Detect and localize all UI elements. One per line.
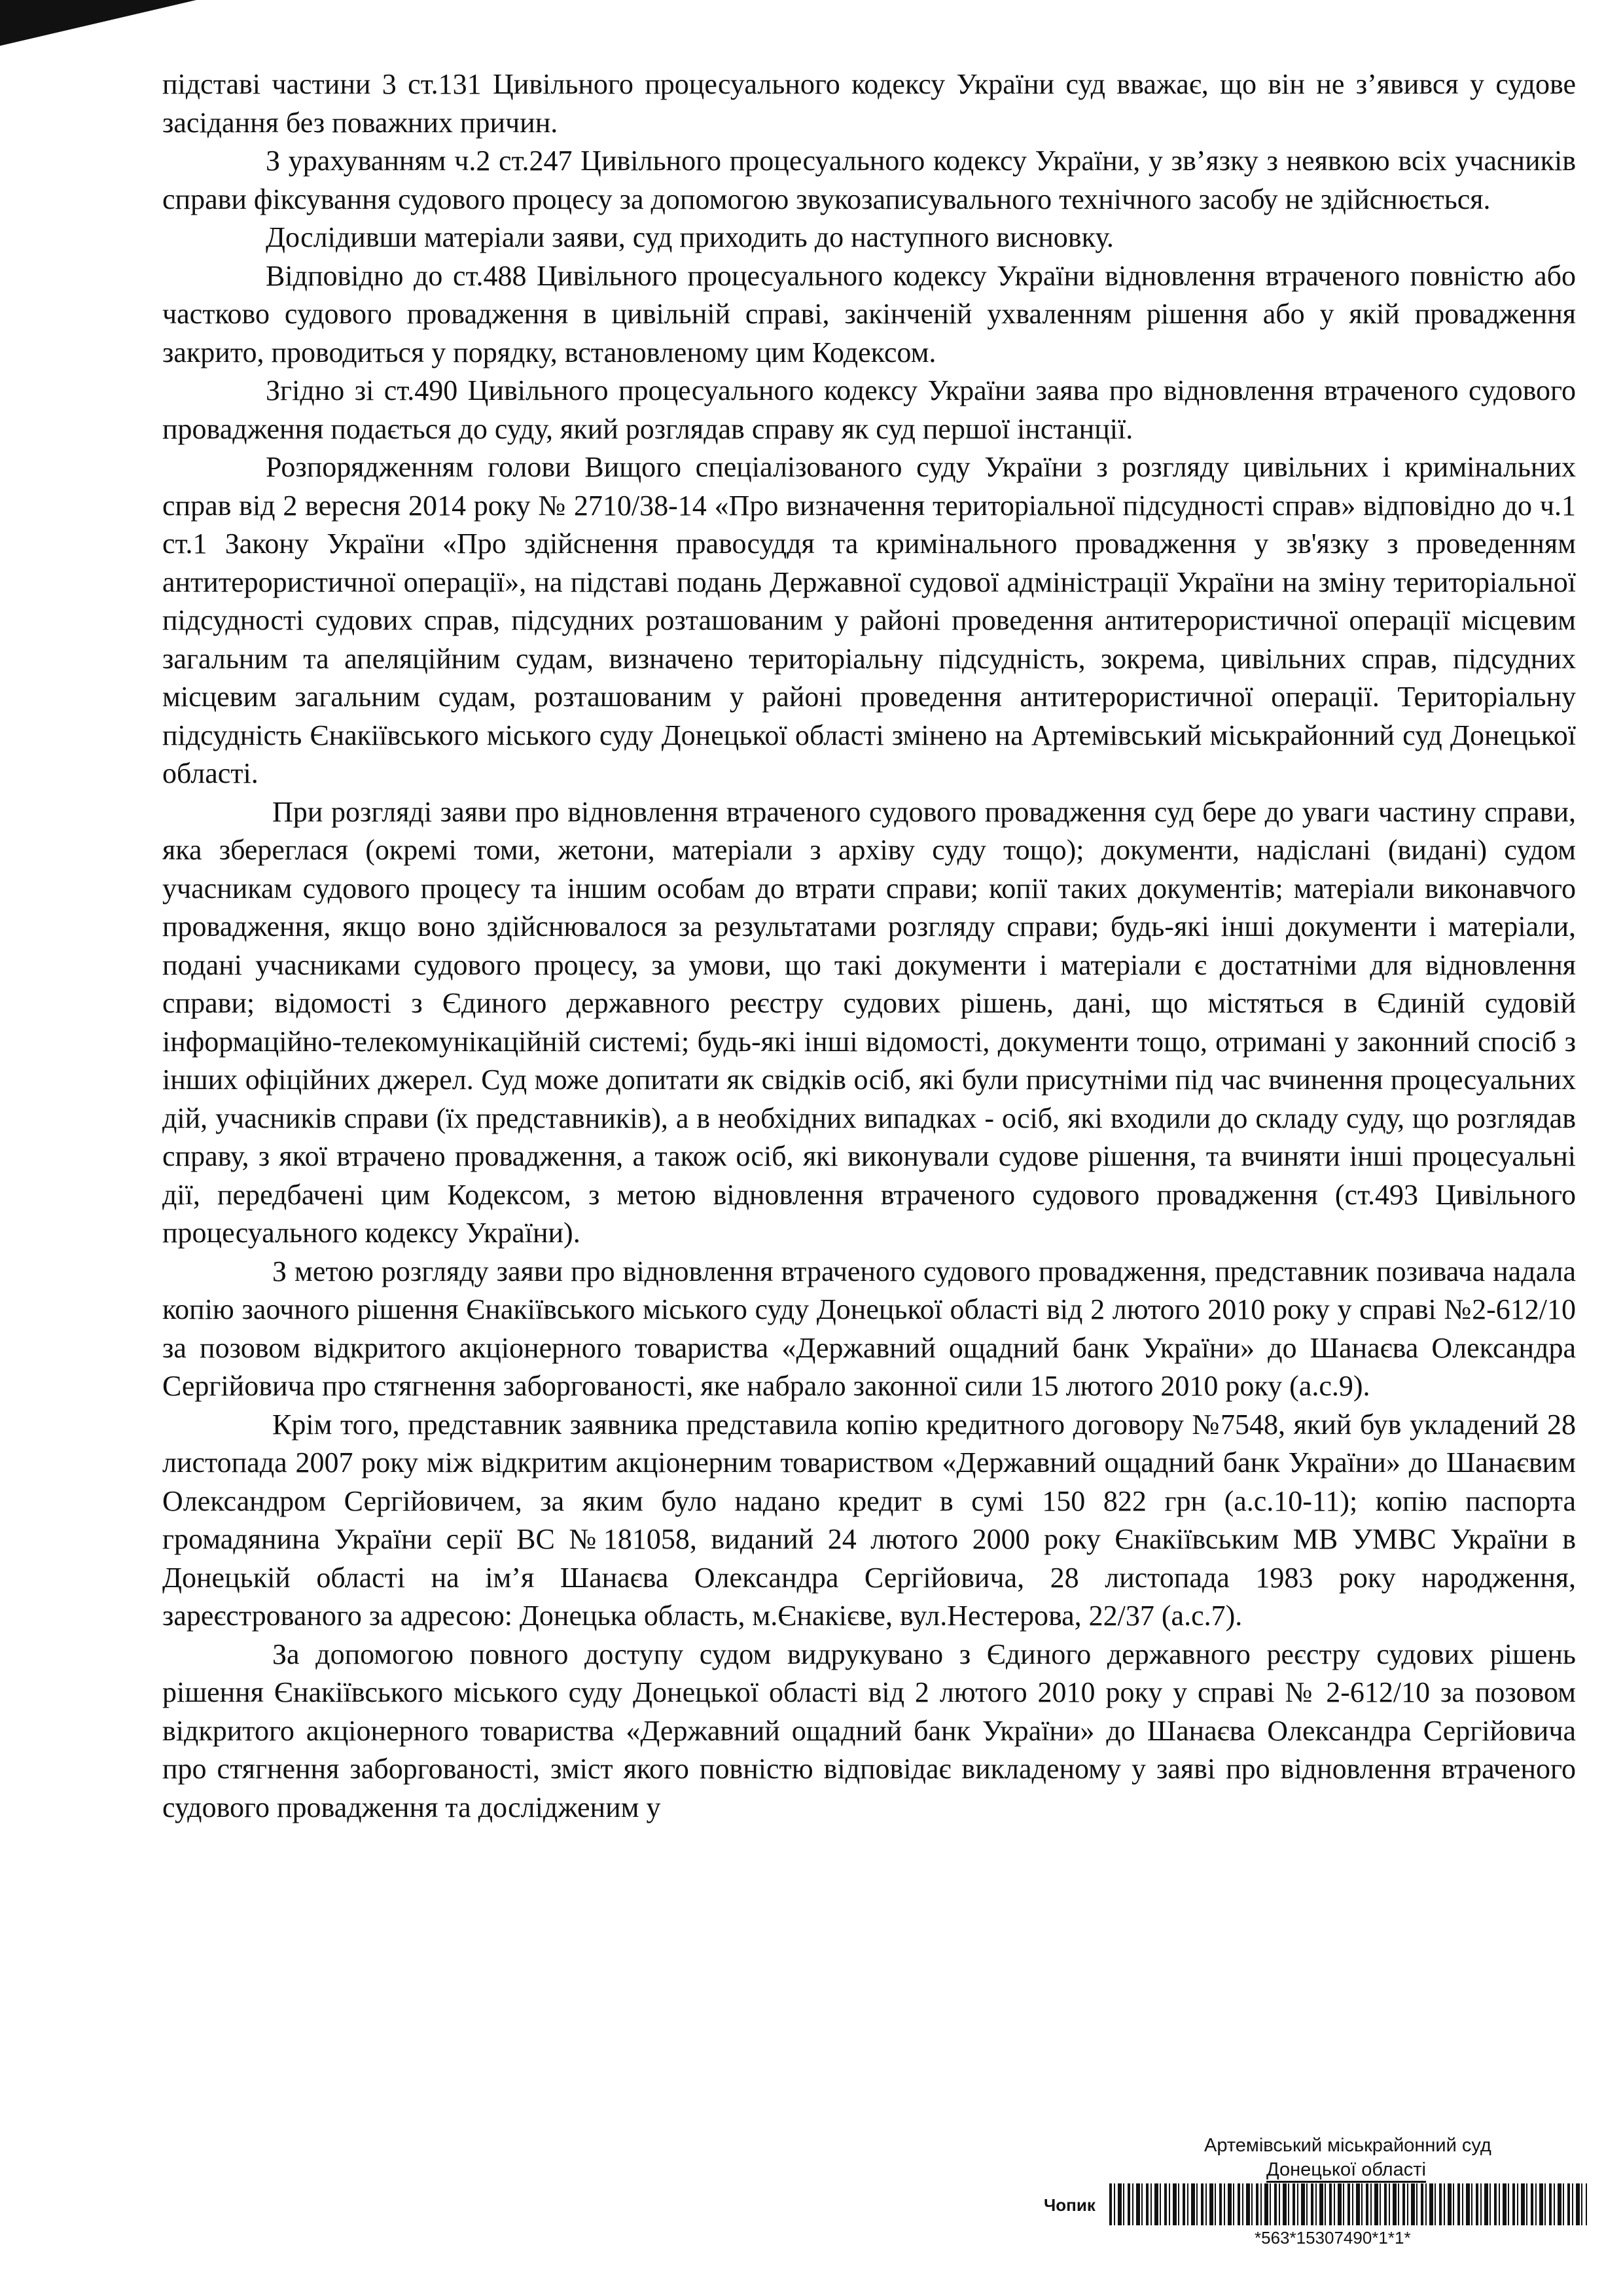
paragraph-7: При розгляді заяви про відновлення втраченого судового провадження суд бере до уваги частину справи, яка збереглася (окремі томи, жетони, матеріали з архіву суду тощо); документи, надіслані (видані) судом учасникам судового процесу та іншим особам до втрати справи; копії таких документів; матеріали виконавчого провадження, якщо воно здійснювалося за результатами розгляду справи; будь-які інші документи і матеріали, подані учасниками судового процесу, за умови, що такі документи і матеріали є достатніми для відновлення справи; відомості з Єдиного державного реєстру судових рішень, дані, що містяться в Єдиній судовій інформаційно-телекомунікаційній системі; будь-які інші відомості, документи тощо, отримані у законний спосіб з інших офіційних джерел. Суд може допитати як свідків осіб, які були присутніми під час вчинення процесуальних дій, учасників справи (їх представників), а в необхідних випадках - осіб, які входили до складу суду, що розглядав справу, з якої втрачено провадження, а також осіб, які виконували судове рішення, та вчиняти інші процесуальні дії, передбачені цим Кодексом, з метою відновлення втраченого судового провадження (ст.493 Цивільного процесуального кодексу України). [162, 795, 1576, 1249]
stamp-court-region: Донецької області [1266, 2159, 1426, 2183]
stamp-author: Чопик [1044, 2195, 1096, 2215]
paragraph-3: Дослідивши матеріали заяви, суд приходить до наступного висновку. [266, 221, 1114, 253]
barcode-number: *563*15307490*1*1* [1255, 2228, 1411, 2248]
paragraph-9: Крім того, представник заявника представила копію кредитного договору №7548, який був укладений 28 листопада 2007 року між відкритим акціонерним товариством «Державний ощадний банк України» до Шанаєвим Олександром Сергійовичем, за яким було надано кредит в сумі 150 822 грн (а.с.10-11); копію паспорта громадянина України серії ВС №181058, виданий 24 лютого 2000 року Єнакіївським МВ УМВС України в Донецькій області на ім’я Шанаєва Олександра Сергійовича, 28 листопада 1983 року народження, зареєстрованого за адресою: Донецька область, м.Єнакієве, вул.Нестерова, 22/37 (а.с.7). [162, 1408, 1576, 1632]
paragraph-4: Відповідно до ст.488 Цивільного процесуального кодексу України відновлення втраченого повністю або частково судового провадження в цивільній справі, закінченій ухваленням рішення або у якій провадження закрито, проводиться у порядку, встановленому цим Кодексом. [162, 259, 1576, 368]
paragraph-10: За допомогою повного доступу судом видрукувано з Єдиного державного реєстру судових рішень рішення Єнакіївського міського суду Донецької області від 2 лютого 2010 року у справі № 2-612/10 за позовом відкритого акціонерного товариства «Державний ощадний банк України» до Шанаєва Олександра Сергійовича про стягнення заборгованості, зміст якого повністю відповідає викладеному у заяві про відновлення втраченого судового провадження та дослідженим у [162, 1638, 1576, 1823]
paragraph-6: Розпорядженням голови Вищого спеціалізованого суду України з розгляду цивільних і кримінальних справ від 2 вересня 2014 року № 2710/38-14 «Про визначення територіальної підсудності справ» відповідно до ч.1 ст.1 Закону України «Про здійснення правосуддя та кримінального провадження у зв'язку з проведенням антитерористичної операції», на підставі подань Державної судової адміністрації України на зміну територіальної підсудності судових справ, підсудних розташованим у районі проведення антитерористичної операції місцевим загальним та апеляційним судам, визначено територіальну підсудність, зокрема, цивільних справ, підсудних місцевим загальним судам, розташованим у районі проведення антитерористичної операції. Територіальну підсудність Єнакіївського міського суду Донецької області змінено на Артемівський міськрайонний суд Донецької області. [162, 451, 1576, 789]
court-stamp [1044, 2135, 1594, 2272]
document-body [162, 65, 1576, 1827]
stamp-court-name: Артемівський міськрайонний суд [1204, 2135, 1491, 2156]
paragraph-5: Згідно зі ст.490 Цивільного процесуального кодексу України заява про відновлення втраченого судового провадження подається до суду, який розглядав справу як суд першої інстанції. [162, 374, 1576, 445]
paragraph-1: підставі частини 3 ст.131 Цивільного процесуального кодексу України суд вважає, що він не з’явився у судове засідання без поважних причин. [162, 68, 1576, 139]
paragraph-8: З метою розгляду заяви про відновлення втраченого судового провадження, представник позивача надала копію заочного рішення Єнакіївського міського суду Донецької області від 2 лютого 2010 року у справі №2-612/10 за позовом відкритого акціонерного товариства «Державний ощадний банк України» до Шанаєва Олександра Сергійовича про стягнення заборгованості, яке набрало законної сили 15 лютого 2010 року (а.с.9). [162, 1255, 1576, 1402]
paragraph-2: З урахуванням ч.2 ст.247 Цивільного процесуального кодексу України, у зв’язку з неявкою всіх учасників справи фіксування судового процесу за допомогою звукозаписувального технічного засобу не здійснюється. [162, 145, 1576, 215]
scan-corner-shadow [0, 0, 196, 46]
barcode-image [1109, 2183, 1587, 2225]
